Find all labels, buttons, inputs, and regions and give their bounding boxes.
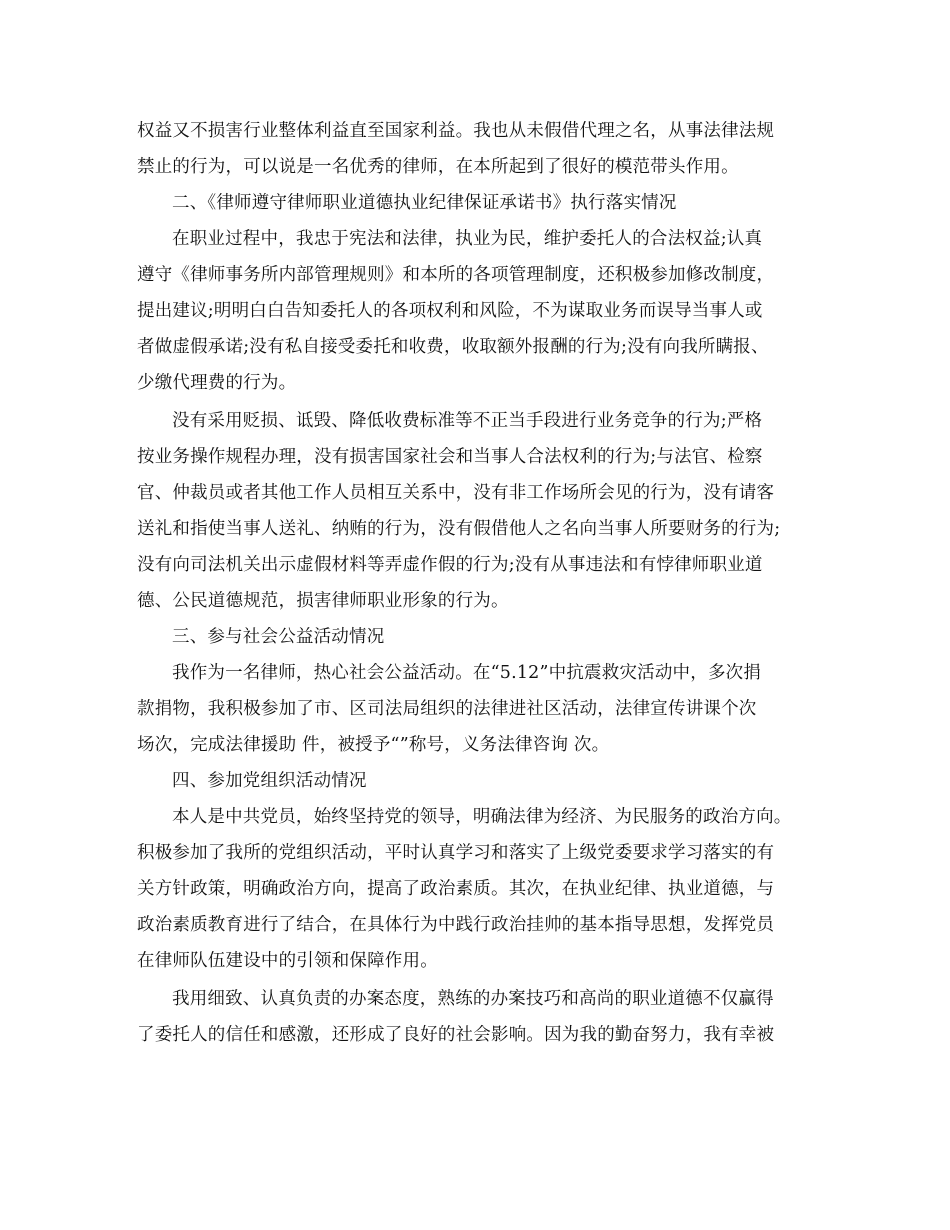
- paragraph-line: 本人是中共党员，始终坚持党的领导，明确法律为经济、为民服务的政治方向。: [172, 807, 792, 827]
- paragraph-line: 政治素质教育进行了结合，在具体行为中践行政治挂帅的基本指导思想，发挥党员: [137, 915, 775, 935]
- paragraph-line: 遵守《律师事务所内部管理规则》和本所的各项管理制度，还积极参加修改制度，: [137, 265, 775, 285]
- paragraph-line: 积极参加了我所的党组织活动，平时认真学习和落实了上级党委要求学习落实的有: [137, 843, 775, 863]
- paragraph-line: 我用细致、认真负责的办案态度，熟练的办案技巧和高尚的职业道德不仅赢得: [172, 989, 774, 1009]
- paragraph-line: 场次，完成法律援助 件，被授予“”称号，义务法律咨询 次。: [137, 735, 610, 755]
- paragraph-line: 了委托人的信任和感激，还形成了良好的社会影响。因为我的勤奋努力，我有幸被: [137, 1025, 775, 1045]
- section-heading-2: 二、《律师遵守律师职业道德执业纪律保证承诺书》执行落实情况: [172, 193, 677, 213]
- paragraph-line: 德、公民道德规范，损害律师职业形象的行为。: [137, 591, 509, 611]
- paragraph-line: 没有采用贬损、诋毁、降低收费标准等不正当手段进行业务竞争的行为;严格: [172, 411, 763, 431]
- paragraph-line: 款捐物，我积极参加了市、区司法局组织的法律进社区活动，法律宣传讲课个次: [137, 699, 757, 719]
- paragraph-line: 我作为一名律师，热心社会公益活动。在“5.12”中抗震救灾活动中，多次捐: [172, 663, 762, 683]
- section-heading-3: 三、参与社会公益活动情况: [172, 627, 385, 647]
- paragraph-line: 权益又不损害行业整体利益直至国家利益。我也从未假借代理之名，从事法律法规: [137, 121, 775, 141]
- paragraph-line: 官、仲裁员或者其他工作人员相互关系中，没有非工作场所会见的行为，没有请客: [137, 483, 775, 503]
- paragraph-line: 提出建议;明明白白告知委托人的各项权利和风险，不为谋取业务而误导当事人或: [137, 301, 763, 321]
- paragraph-line: 在律师队伍建设中的引领和保障作用。: [137, 951, 438, 971]
- paragraph-line: 禁止的行为，可以说是一名优秀的律师，在本所起到了很好的模范带头作用。: [137, 157, 739, 177]
- paragraph-line: 没有向司法机关出示虚假材料等弄虚作假的行为;没有从事违法和有悖律师职业道: [137, 555, 763, 575]
- paragraph-line: 在职业过程中，我忠于宪法和法律，执业为民，维护委托人的合法权益;认真: [172, 229, 763, 249]
- paragraph-line: 者做虚假承诺;没有私自接受委托和收费，收取额外报酬的行为;没有向我所瞒报、: [137, 337, 769, 357]
- section-heading-4: 四、参加党组织活动情况: [172, 771, 367, 791]
- paragraph-line: 少缴代理费的行为。: [137, 373, 297, 393]
- paragraph-line: 送礼和指使当事人送礼、纳贿的行为，没有假借他人之名向当事人所要财务的行为;: [137, 519, 781, 539]
- paragraph-line: 按业务操作规程办理，没有损害国家社会和当事人合法权利的行为;与法官、检察: [137, 447, 763, 467]
- paragraph-line: 关方针政策，明确政治方向，提高了政治素质。其次，在执业纪律、执业道德，与: [137, 879, 775, 899]
